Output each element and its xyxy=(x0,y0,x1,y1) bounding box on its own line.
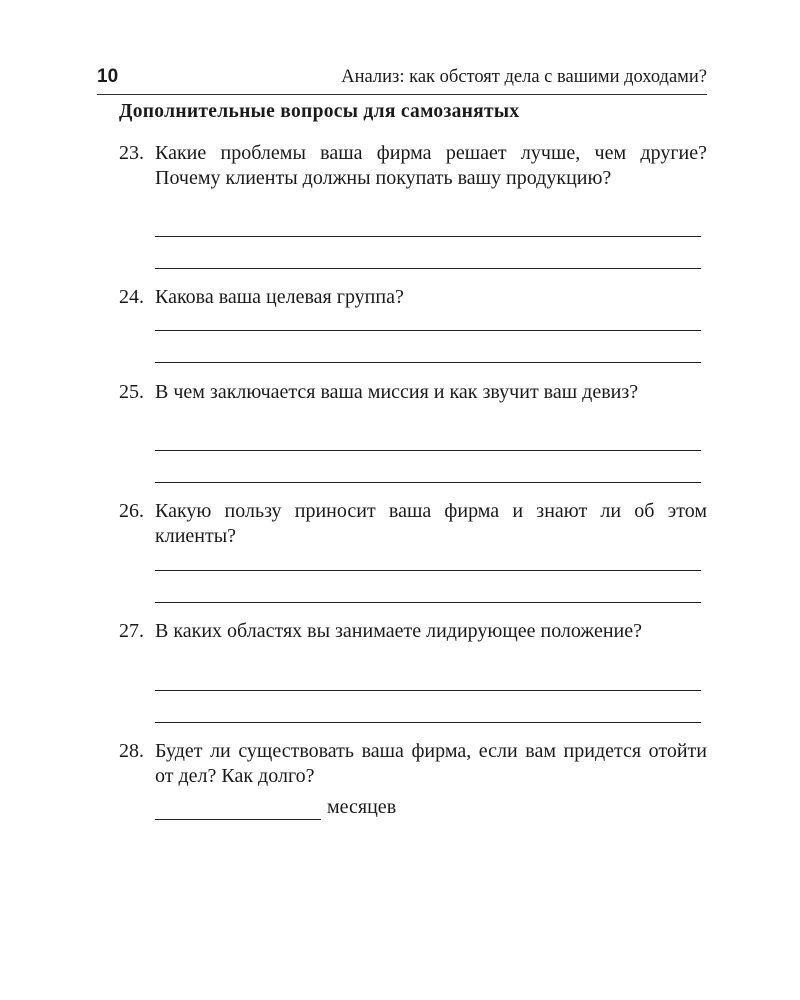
question-text: В чем заключается ваша миссия и как звучит ваш девиз? xyxy=(155,381,639,403)
question-text: Будет ли существовать ваша фирма, если вам придется отойти от дел? Как долго? xyxy=(155,740,707,787)
months-blank-field[interactable] xyxy=(155,801,321,820)
answer-line[interactable] xyxy=(155,570,701,571)
answer-line[interactable] xyxy=(155,236,701,237)
answer-line[interactable] xyxy=(155,690,701,691)
answer-line[interactable] xyxy=(155,268,701,269)
question-23 xyxy=(119,141,707,191)
question-text: В каких областях вы занимаете лидирующее положение? xyxy=(155,620,643,642)
question-number: 26. xyxy=(119,500,144,522)
question-text: Какую пользу приносит ваша фирма и знают ли об этом клиенты? xyxy=(155,500,707,547)
question-text: Какие проблемы ваша фирма решает лучше, чем другие? Почему клиенты должны покупать вашу продукцию? xyxy=(155,142,707,189)
question-27 xyxy=(119,619,707,644)
question-number: 28. xyxy=(119,740,144,762)
running-title: Анализ: как обстоят дела с вашими доходами? xyxy=(341,67,707,87)
page-header xyxy=(97,64,707,95)
question-number: 24. xyxy=(119,286,144,308)
answer-line[interactable] xyxy=(155,722,701,723)
question-number: 25. xyxy=(119,381,144,403)
answer-line[interactable] xyxy=(155,330,701,331)
question-24 xyxy=(119,285,707,310)
question-25 xyxy=(119,380,707,405)
months-answer xyxy=(155,795,396,820)
page-number: 10 xyxy=(97,66,119,87)
answer-line[interactable] xyxy=(155,602,701,603)
question-28 xyxy=(119,739,707,789)
section-title: Дополнительные вопросы для самозанятых xyxy=(119,101,520,122)
question-number: 27. xyxy=(119,620,144,642)
answer-line[interactable] xyxy=(155,450,701,451)
question-number: 23. xyxy=(119,142,144,164)
months-label: месяцев xyxy=(327,796,397,818)
question-26 xyxy=(119,499,707,549)
answer-line[interactable] xyxy=(155,362,701,363)
answer-line[interactable] xyxy=(155,482,701,483)
question-text: Какова ваша целевая группа? xyxy=(155,286,404,308)
